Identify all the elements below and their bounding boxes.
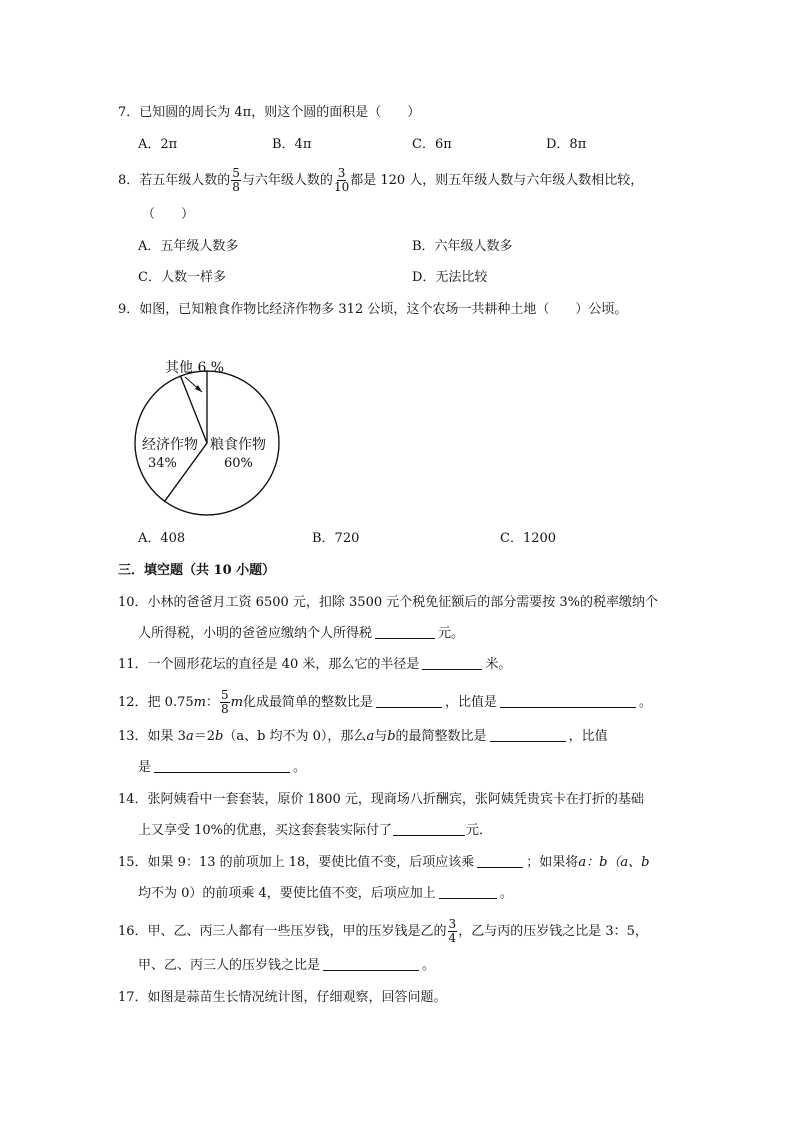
q7-option-b[interactable]: B．4π	[272, 137, 312, 152]
frac-numerator: 3	[448, 917, 457, 931]
q13-eq: ＝2	[193, 729, 215, 744]
q14-unit: 元．	[466, 823, 493, 838]
q13-end: 。	[293, 760, 307, 775]
answer-blank[interactable]	[500, 695, 636, 708]
q7-option-a[interactable]: A．2π	[138, 137, 178, 152]
q16-line-2	[138, 958, 435, 974]
question-8-text	[118, 167, 643, 194]
pie-chart	[120, 350, 320, 530]
frac-denominator: 8	[232, 180, 240, 194]
q16-fraction	[448, 918, 458, 945]
q13-var-b: b	[215, 729, 224, 744]
frac-denominator: 10	[333, 180, 350, 194]
question-13-text	[118, 729, 608, 745]
q13-var-a: a	[185, 729, 194, 744]
q16-line-2-text: 甲、乙、丙三人的压岁钱之比是	[138, 958, 321, 973]
answer-blank[interactable]	[393, 823, 465, 836]
q16-end: 。	[422, 958, 436, 973]
frac-numerator: 3	[337, 166, 346, 180]
question-9-text: 9．如图，已知粮食作物比经济作物多 312 公顷，这个农场一共耕种土地（ ）公顷。	[118, 302, 628, 317]
q15-line-1	[118, 855, 649, 871]
q10-line-2-text: 人所得税，小明的爸爸应缴纳个人所得税	[138, 626, 373, 641]
answer-blank[interactable]	[376, 695, 442, 708]
q11-text: 11．一个圆形花坛的直径是 40 米，那么它的半径是	[118, 657, 420, 672]
answer-blank[interactable]	[490, 729, 566, 742]
q12-end: 。	[638, 695, 652, 710]
q9-option-a[interactable]: A．408	[138, 531, 186, 546]
question-11-text	[118, 657, 511, 673]
q15-line-2	[138, 886, 513, 902]
q8-prefix: 8．若五年级人数的	[118, 173, 231, 188]
q12-fraction	[220, 689, 230, 716]
answer-blank[interactable]	[422, 657, 482, 670]
q10-unit: 元。	[438, 626, 465, 641]
frac-denominator: 4	[448, 931, 457, 945]
answer-blank[interactable]	[439, 886, 497, 899]
q14-line-1: 14．张阿姨看中一套套装，原价 1800 元，现商场八折酬宾，张阿姨凭贵宾卡在打折的基础	[118, 792, 644, 807]
q12-mid: 化成最简单的整数比是	[242, 695, 373, 710]
q8-fraction-1	[231, 167, 241, 194]
section-3-title: 三．填空题（共 10 小题）	[118, 563, 276, 578]
q8-option-d[interactable]: D．无法比较	[412, 270, 488, 285]
q14-line-2-text: 上又享受 10%的优惠，买这套套装实际付了	[138, 823, 393, 838]
pie-value-grain: 60%	[224, 456, 253, 471]
q13-line-2	[138, 760, 306, 776]
q8-option-a[interactable]: A．五年级人数多	[138, 239, 239, 254]
q13-mid2: ，比值	[568, 729, 608, 744]
q12-mid2: ，比值是	[444, 695, 497, 710]
q9-option-b[interactable]: B．720	[312, 531, 360, 546]
q8-answer-bracket: （ ）	[142, 207, 195, 222]
q12-prefix: 12．把 0.75	[118, 695, 194, 710]
question-17-text: 17．如图是蒜苗生长情况统计图，仔细观察，回答问题。	[118, 990, 447, 1005]
answer-blank[interactable]	[154, 760, 290, 773]
pie-value-cash: 34%	[148, 456, 177, 471]
answer-blank[interactable]	[323, 958, 419, 971]
q9-option-c[interactable]: C．1200	[500, 531, 557, 546]
q10-line-2	[138, 626, 464, 642]
question-12-text	[118, 689, 652, 716]
frac-numerator: 5	[232, 166, 240, 180]
q13-var-a2: a	[366, 729, 375, 744]
q11-unit: 米。	[485, 657, 512, 672]
q15-end: 。	[499, 886, 513, 901]
pie-label-cash: 经济作物	[142, 437, 198, 453]
q13-with: 与	[374, 729, 388, 744]
q8-mid: 与六年级人数的	[241, 173, 333, 188]
q7-option-d[interactable]: D．8π	[546, 137, 587, 152]
q13-prefix: 13．如果 3	[118, 729, 186, 744]
answer-blank[interactable]	[477, 855, 523, 868]
q13-line-2-text: 是	[138, 760, 152, 775]
q14-line-2	[138, 823, 492, 839]
q12-var-m2: m	[230, 695, 243, 710]
q12-colon: ：	[205, 695, 219, 710]
q8-fraction-2	[334, 167, 349, 194]
q7-option-c[interactable]: C．6π	[412, 137, 452, 152]
q15-text-b: ；如果将	[526, 855, 579, 870]
pie-label-grain: 粮食作物	[210, 437, 266, 453]
q10-line-1: 10．小林的爸爸月工资 6500 元，扣除 3500 元个税免征额后的部分需要按 3%的税率缴纳个	[118, 595, 658, 610]
question-7-text: 7．已知圆的周长为 4π，则这个圆的面积是（ ）	[118, 105, 421, 120]
q16-prefix: 16．甲、乙、丙三人都有一些压岁钱，甲的压岁钱是乙的	[118, 924, 447, 939]
q13-paren: （a、b 均不为 0），那么	[223, 729, 367, 744]
q16-line-1	[118, 918, 648, 945]
frac-numerator: 5	[220, 688, 229, 702]
q13-var-b2: b	[387, 729, 396, 744]
frac-denominator: 8	[220, 702, 229, 716]
q15-text-a: 15．如果 9：13 的前项加上 18，要使比值不变，后项应该乘	[118, 855, 475, 870]
q15-line-2-text: 均不为 0）的前项乘 4，要使比值不变，后项应加上	[138, 886, 436, 901]
q8-option-b[interactable]: B．六年级人数多	[412, 239, 513, 254]
q12-var-m: m	[193, 695, 206, 710]
q16-suffix: ，乙与丙的压岁钱之比是 3：5，	[458, 924, 648, 939]
q15-text-c: a：b（a、b	[578, 855, 650, 870]
answer-blank[interactable]	[375, 626, 435, 639]
q8-suffix: 都是 120 人，则五年级人数与六年级人数相比较，	[350, 173, 644, 188]
q8-option-c[interactable]: C．人数一样多	[138, 270, 226, 285]
q13-mid: 的最简整数比是	[395, 729, 487, 744]
pie-label-other: 其他 6 %	[165, 360, 225, 376]
